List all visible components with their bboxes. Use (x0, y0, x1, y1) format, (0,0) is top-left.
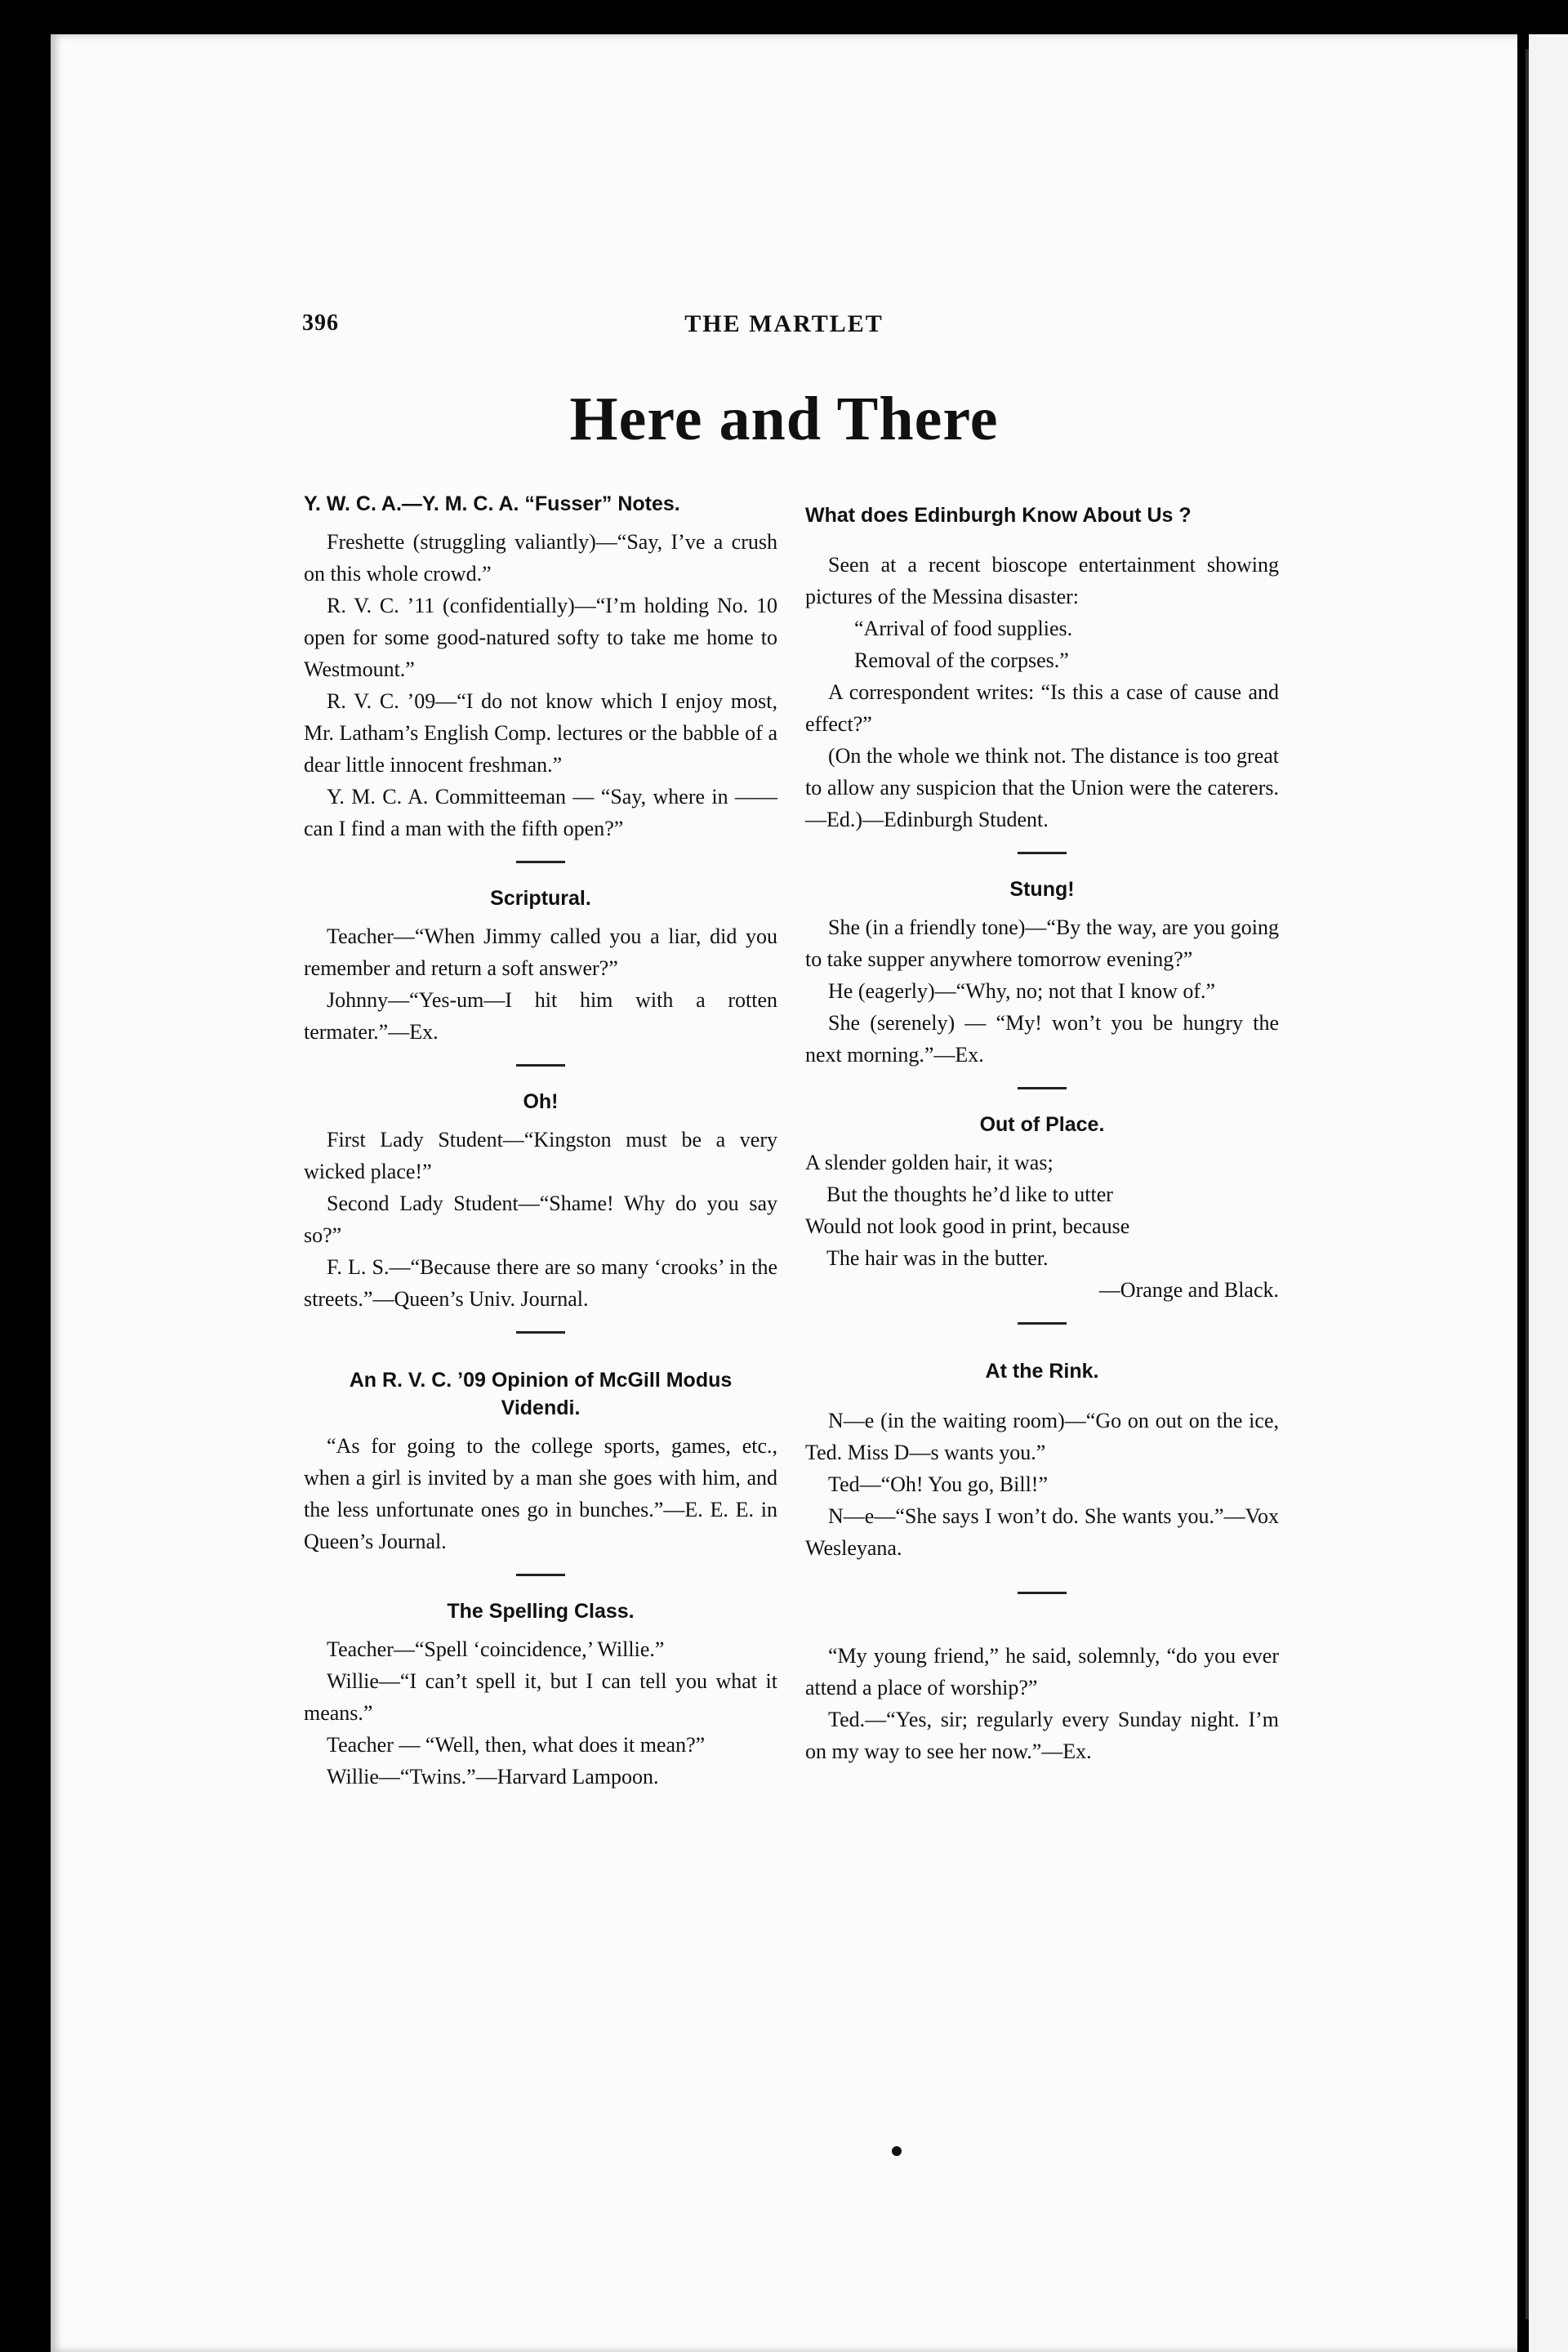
scan-border-left (0, 0, 51, 2352)
paragraph: Willie—“Twins.”—Harvard Lampoon. (327, 1765, 659, 1788)
section-heading-fusser: Y. W. C. A.—Y. M. C. A. “Fusser” Notes. (304, 492, 680, 515)
section-divider (1018, 852, 1067, 854)
paragraph: Teacher—“When Jimmy called you a liar, did you remember and return a soft answer?” (304, 924, 777, 980)
section-divider (516, 861, 565, 863)
paragraph: R. V. C. ’09—“I do not know which I enjoy most, Mr. Latham’s English Comp. lectures or the babble of a dear little innocent freshman.” (304, 689, 777, 777)
section-heading-mcgill (304, 1366, 777, 1422)
paragraph: “As for going to the college sports, games, etc., when a girl is invited by a man she goes with him, and the less unfortunate ones go in bunches.”—E. E. E. in Queen’s Journal. (304, 1434, 777, 1553)
left-column (304, 490, 777, 1793)
ink-dot (892, 2146, 902, 2156)
paragraph: Willie—“I can’t spell it, but I can tell you what it means.” (304, 1669, 777, 1725)
attribution: —Orange and Black. (1098, 1278, 1279, 1302)
paragraph: Johnny—“Yes-um—I hit him with a rotten termater.”—Ex. (304, 988, 777, 1044)
page-number: 396 (302, 310, 339, 336)
paragraph: N—e (in the waiting room)—“Go on out on the ice, Ted. Miss D—s wants you.” (805, 1409, 1279, 1464)
facing-page-edge (1529, 34, 1568, 2352)
section-heading-scriptural: Scriptural. (490, 887, 591, 910)
paragraph: Ted—“Oh! You go, Bill!” (828, 1472, 1049, 1496)
section-heading-spelling: The Spelling Class. (447, 1600, 635, 1623)
paragraph: He (eagerly)—“Why, no; not that I know of.” (828, 979, 1216, 1003)
quoted-line: Removal of the corpses.” (854, 648, 1069, 672)
verse-line: A slender golden hair, it was; (805, 1151, 1054, 1174)
paragraph: N—e—“She says I won’t do. She wants you.”—Vox Wesleyana. (805, 1504, 1279, 1560)
section-heading-line: An R. V. C. ’09 Opinion of McGill Modus (349, 1369, 733, 1392)
paragraph: First Lady Student—“Kingston must be a very wicked place!” (304, 1128, 777, 1183)
paragraph: F. L. S.—“Because there are so many ‘crooks’ in the streets.”—Queen’s Univ. Journal. (304, 1255, 777, 1311)
paragraph: Second Lady Student—“Shame! Why do you say so?” (304, 1192, 777, 1247)
running-head (302, 310, 1266, 343)
paragraph: Seen at a recent bioscope entertainment showing pictures of the Messina disaster: (805, 553, 1279, 608)
verse-line: The hair was in the butter. (826, 1246, 1049, 1270)
paragraph: Ted.—“Yes, sir; regularly every Sunday night. I’m on my way to see her now.”—Ex. (805, 1708, 1279, 1763)
section-heading-edinburgh: What does Edinburgh Know About Us ? (805, 504, 1192, 527)
section-heading-rink: At the Rink. (985, 1360, 1099, 1383)
paragraph: She (serenely) — “My! won’t you be hungry the next morning.”—Ex. (805, 1011, 1279, 1067)
section-heading-oh: Oh! (523, 1090, 559, 1113)
quoted-line: “Arrival of food supplies. (854, 617, 1073, 640)
journal-name: THE MARTLET (684, 310, 884, 337)
section-divider (1018, 1592, 1067, 1594)
page-paper (51, 34, 1517, 2352)
verse-line: Would not look good in print, because (805, 1214, 1130, 1238)
paragraph: She (in a friendly tone)—“By the way, are you going to take supper anywhere tomorrow evening?” (805, 915, 1279, 971)
paragraph: Teacher — “Well, then, what does it mean?” (327, 1733, 706, 1757)
section-divider (516, 1574, 565, 1576)
section-divider (1018, 1087, 1067, 1089)
paragraph: “My young friend,” he said, solemnly, “do you ever attend a place of worship?” (805, 1644, 1279, 1699)
section-heading-stung: Stung! (1009, 878, 1075, 901)
paragraph: Freshette (struggling valiantly)—“Say, I’ve a crush on this whole crowd.” (304, 530, 777, 586)
paragraph: Y. M. C. A. Committeeman — “Say, where in —— can I find a man with the fifth open?” (304, 785, 777, 840)
section-heading-out-of-place: Out of Place. (979, 1113, 1105, 1136)
verse-line: But the thoughts he’d like to utter (826, 1183, 1113, 1206)
paragraph: A correspondent writes: “Is this a case of cause and effect?” (805, 680, 1279, 736)
page-title: Here and There (569, 385, 999, 453)
binding-line (1526, 49, 1529, 2319)
scan-border-top (0, 0, 1568, 34)
right-column (805, 490, 1279, 1767)
section-divider (516, 1064, 565, 1067)
section-divider (516, 1331, 565, 1334)
paragraph: (On the whole we think not. The distance is too great to allow any suspicion that the Union were the caterers.—Ed.)—Edinburgh Student. (805, 744, 1279, 831)
paragraph: Teacher—“Spell ‘coincidence,’ Willie.” (327, 1637, 665, 1661)
section-heading-line: Videndi. (501, 1396, 581, 1419)
paragraph: R. V. C. ’11 (confidentially)—“I’m holding No. 10 open for some good-natured softy to take me home to Westmount.” (304, 594, 777, 681)
section-divider (1018, 1322, 1067, 1325)
